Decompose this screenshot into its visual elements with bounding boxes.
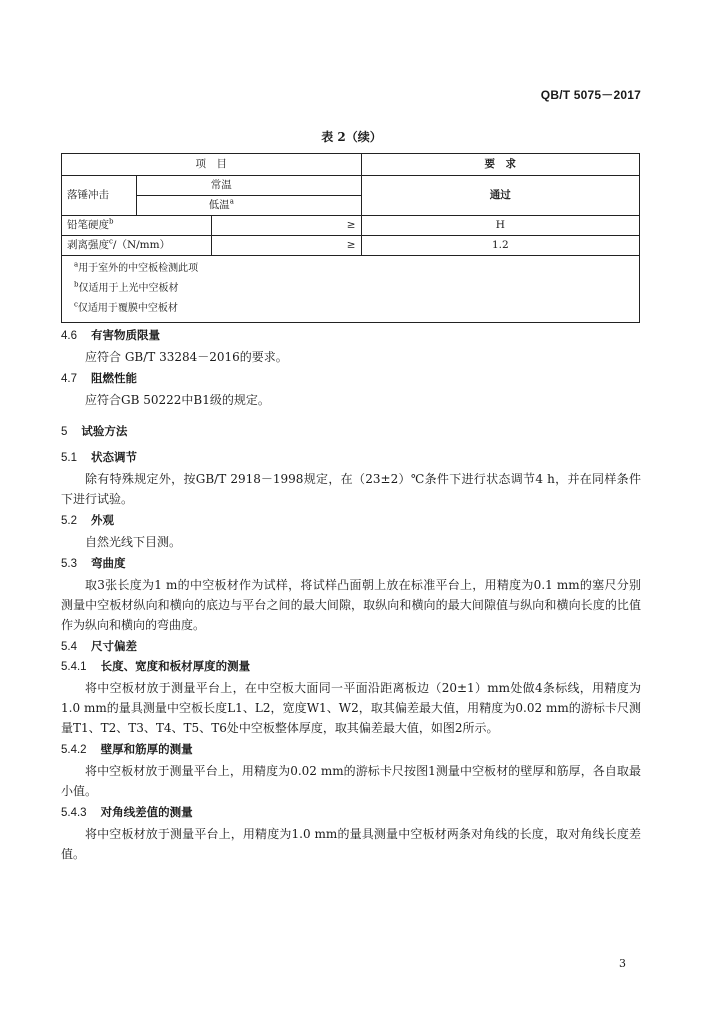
section-heading: 5.2 外观 xyxy=(61,513,114,527)
section-heading: 4.6 有害物质限量 xyxy=(61,328,160,342)
section-heading: 5.1 状态调节 xyxy=(61,450,137,464)
drop-impact-low-temp: 低温$^a$ xyxy=(136,196,361,216)
table-notes-row xyxy=(62,256,640,323)
table-row xyxy=(62,216,640,236)
document-body xyxy=(61,327,641,867)
table-caption: 表 2（续） xyxy=(321,130,382,144)
requirements-table xyxy=(61,153,640,323)
pencil-hardness-symbol: ≥ xyxy=(211,216,361,236)
standard-code: QB/T 5075－2017 xyxy=(540,88,641,102)
section-text: 将中空板材放于测量平台上，用精度为0.02 mm的游标卡尺按图1测量中空板材的壁厚和筋厚，各自取最小值。 xyxy=(61,764,641,798)
table-note: $^a$用于室外的中空板检测此项 xyxy=(74,260,199,274)
pencil-hardness-label: 铅笔硬度$^b$ xyxy=(62,216,212,236)
table-row xyxy=(62,176,640,196)
section-heading: 5.4 尺寸偏差 xyxy=(61,639,137,653)
peel-strength-requirement: 1.2 xyxy=(361,236,639,256)
table-note: $^b$仅适用于上光中空板材 xyxy=(74,280,179,294)
section-text: 除有特殊规定外，按GB/T 2918－1998规定，在（23±2）℃条件下进行状态调节4 h，并在同样条件下进行试验。 xyxy=(61,472,641,506)
section-heading: 5.4.2 壁厚和筋厚的测量 xyxy=(61,742,193,756)
drop-impact-normal-temp: 常温 xyxy=(136,176,361,196)
pencil-hardness-requirement: H xyxy=(361,216,639,236)
section-text: 应符合GB 50222中B1级的规定。 xyxy=(85,393,270,407)
section-heading: 5.4.3 对角线差值的测量 xyxy=(61,805,193,819)
table-header-row xyxy=(62,154,640,176)
section-text: 自然光线下目测。 xyxy=(85,535,182,549)
page-number: 3 xyxy=(619,957,626,970)
drop-impact-requirement: 通过 xyxy=(361,176,639,216)
section-heading: 5.3 弯曲度 xyxy=(61,556,126,570)
table-row xyxy=(62,236,640,256)
section-heading: 4.7 阻燃性能 xyxy=(61,371,137,385)
header-requirement: 要 求 xyxy=(361,154,639,176)
section-text: 应符合 GB/T 33284－2016的要求。 xyxy=(85,350,288,364)
section-text: 取3张长度为1 m的中空板材作为试样，将试样凸面朝上放在标准平台上，用精度为0.1 mm的塞尺分别测量中空板材纵向和横向的底边与平台之间的最大间隙，取纵向和横向的最大间隙值与纵向和横向长度的比值作为纵向和横向的弯曲度。 xyxy=(61,578,641,632)
section-text: 将中空板材放于测量平台上，在中空板大面同一平面沿距离板边（20±1）mm处做4条标线，用精度为1.0 mm的量具测量中空板长度L1、L2，宽度W1、W2，取其偏差最大值，用精度为0.02 mm的游标卡尺测量T1、T2、T3、T4、T5、T6处中空板整体厚度，取其偏差最大值，如图2所示。 xyxy=(61,681,641,735)
table-note: $^c$仅适用于覆膜中空板材 xyxy=(74,300,178,314)
peel-strength-label: 剥离强度$^c$/（N/mm） xyxy=(62,236,212,256)
header-item: 项 目 xyxy=(62,154,362,176)
peel-strength-symbol: ≥ xyxy=(211,236,361,256)
section-text: 将中空板材放于测量平台上，用精度为1.0 mm的量具测量中空板材两条对角线的长度，取对角线长度差值。 xyxy=(61,827,641,861)
section-heading: 5.4.1 长度、宽度和板材厚度的测量 xyxy=(61,659,251,673)
drop-impact-label: 落锤冲击 xyxy=(62,176,137,216)
table-notes xyxy=(62,256,640,323)
chapter-heading: 5 试验方法 xyxy=(61,424,128,438)
